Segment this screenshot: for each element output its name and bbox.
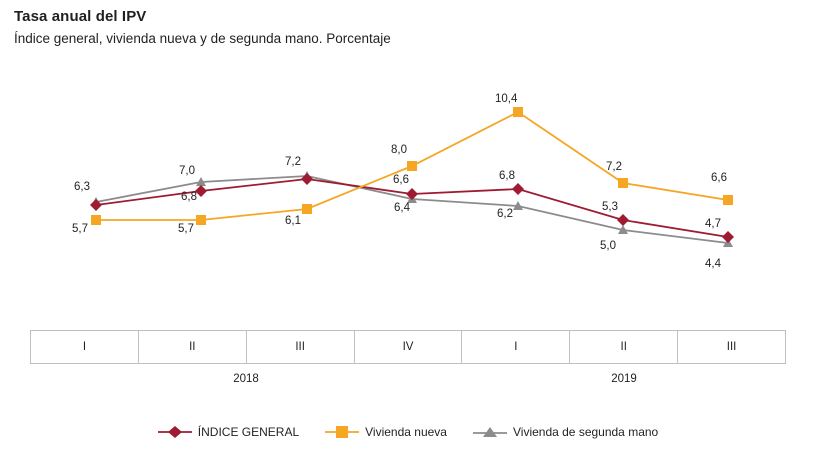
legend-label: Vivienda nueva bbox=[365, 425, 447, 439]
data-label: 6,3 bbox=[74, 181, 90, 193]
data-label: 6,8 bbox=[181, 191, 197, 203]
series-markers-segunda-mano bbox=[91, 171, 733, 247]
x-axis-tick-q2-2018: II bbox=[139, 331, 247, 363]
data-label: 6,8 bbox=[499, 170, 515, 182]
legend-label: ÍNDICE GENERAL bbox=[197, 425, 300, 439]
chart-svg bbox=[0, 60, 816, 320]
chart-legend bbox=[0, 425, 816, 439]
x-axis-tick-q2-2019: II bbox=[570, 331, 678, 363]
data-label: 4,4 bbox=[705, 258, 721, 270]
x-axis-tick-q1-2019: I bbox=[462, 331, 570, 363]
data-label: 6,6 bbox=[711, 172, 727, 184]
data-label: 8,0 bbox=[391, 144, 407, 156]
page-title: Tasa anual del IPV bbox=[14, 8, 147, 25]
data-label: 5,7 bbox=[178, 223, 194, 235]
data-label: 10,4 bbox=[495, 93, 518, 105]
x-axis-quarter-row bbox=[30, 330, 786, 364]
x-axis-year-row bbox=[30, 366, 786, 392]
diamond-icon bbox=[158, 426, 192, 438]
x-axis bbox=[30, 330, 786, 392]
legend-item-vivienda-segunda-mano[interactable] bbox=[473, 425, 658, 439]
data-label: 6,2 bbox=[497, 208, 513, 220]
data-label: 5,3 bbox=[602, 201, 618, 213]
data-label: 6,4 bbox=[394, 202, 410, 214]
legend-item-vivienda-nueva[interactable] bbox=[325, 425, 447, 439]
triangle-icon bbox=[473, 426, 507, 438]
data-label: 6,1 bbox=[285, 215, 301, 227]
chart-plot-area bbox=[0, 60, 816, 320]
x-axis-year-2018: 2018 bbox=[233, 373, 259, 385]
page-subtitle: Índice general, vivienda nueva y de segunda mano. Porcentaje bbox=[14, 31, 391, 46]
x-axis-tick-q3-2019: III bbox=[678, 331, 786, 363]
data-label: 5,7 bbox=[72, 223, 88, 235]
x-axis-year-2019: 2019 bbox=[611, 373, 637, 385]
data-label: 5,0 bbox=[600, 240, 616, 252]
data-label: 6,6 bbox=[393, 174, 409, 186]
data-label: 7,2 bbox=[606, 161, 622, 173]
legend-label: Vivienda de segunda mano bbox=[512, 425, 659, 439]
data-label: 7,2 bbox=[285, 156, 301, 168]
x-axis-tick-q4-2018: IV bbox=[355, 331, 463, 363]
x-axis-tick-q3-2018: III bbox=[247, 331, 355, 363]
data-label: 7,0 bbox=[179, 165, 195, 177]
data-label: 4,7 bbox=[705, 218, 721, 230]
legend-item-indice-general[interactable] bbox=[158, 425, 299, 439]
square-icon bbox=[325, 426, 359, 438]
x-axis-tick-q1-2018: I bbox=[30, 331, 139, 363]
